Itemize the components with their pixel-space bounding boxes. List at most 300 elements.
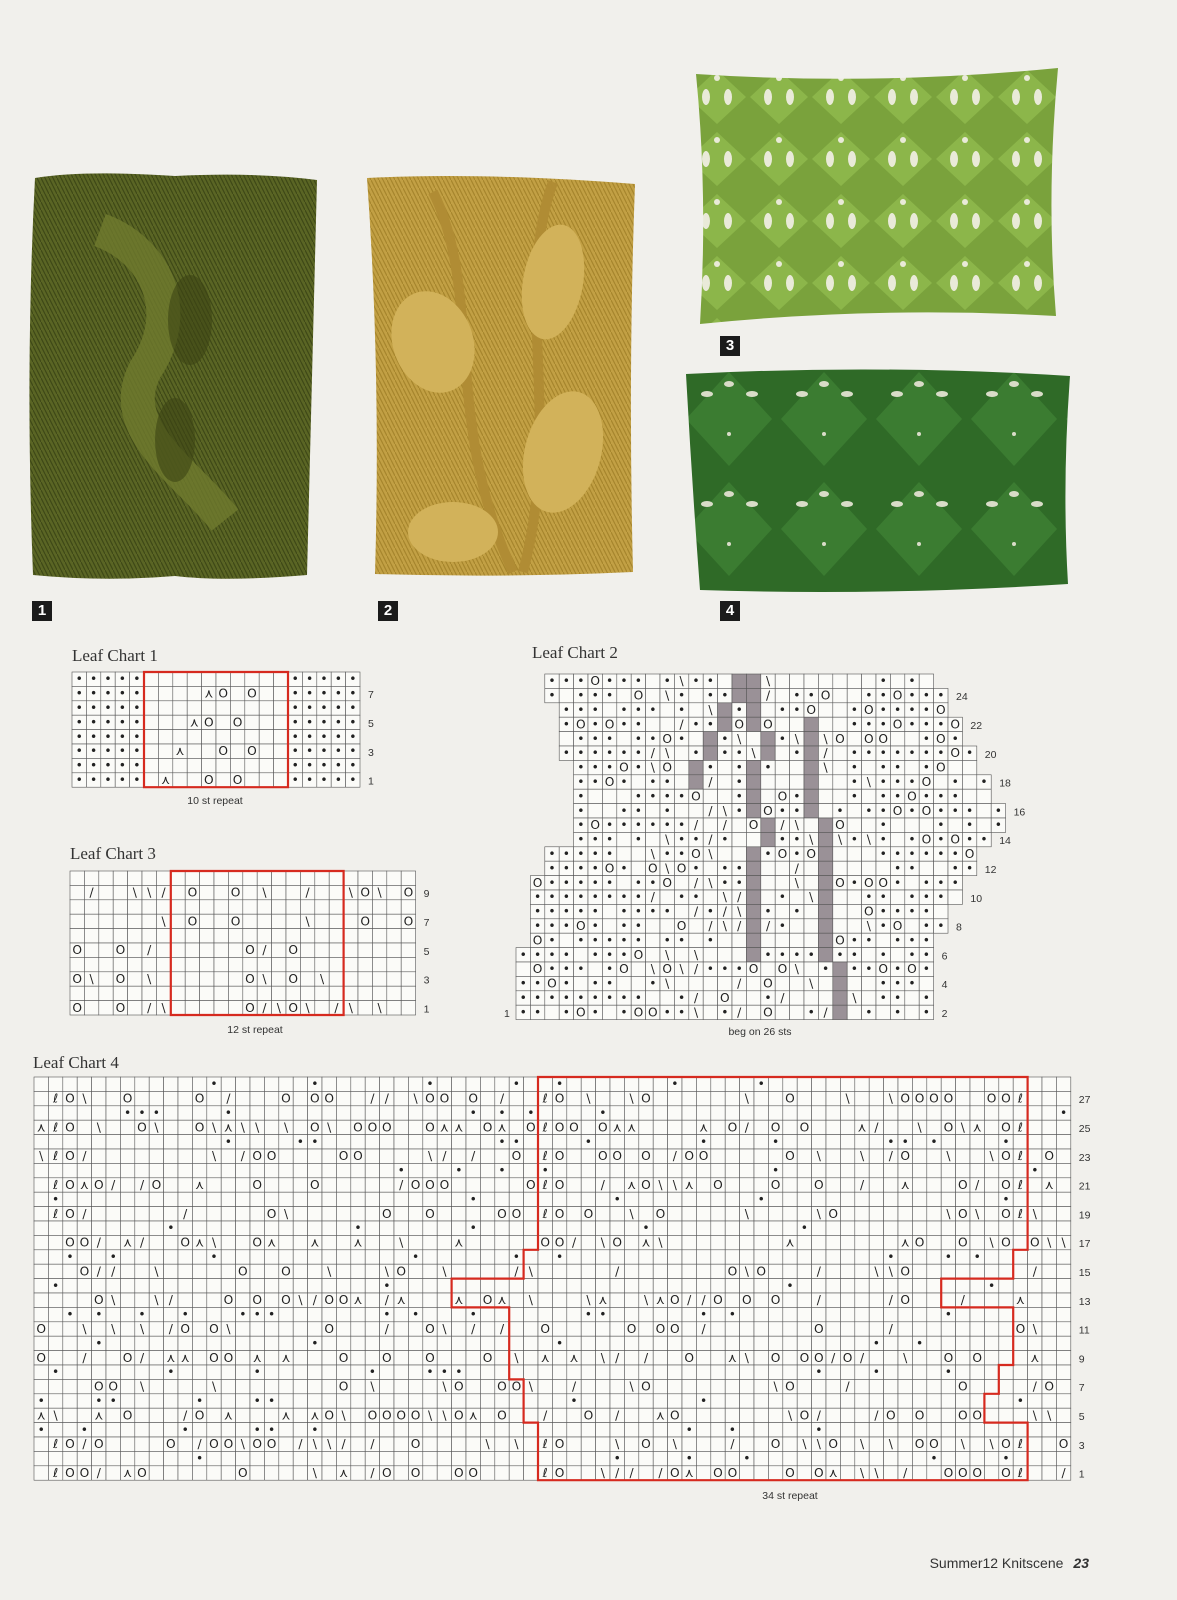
chart-cell [812, 1379, 826, 1393]
chart-cell [934, 861, 948, 875]
chart-symbol: O [1058, 1437, 1069, 1452]
chart-symbol: O [511, 1149, 522, 1164]
chart-cell [243, 900, 257, 914]
chart-cell [581, 1351, 595, 1365]
chart-symbol: • [677, 703, 686, 718]
chart-symbol: ⋏ [353, 1235, 363, 1250]
chart-cell [380, 1250, 394, 1264]
chart-cell [1042, 1322, 1056, 1336]
chart-cell [509, 1423, 523, 1437]
chart-cell [1056, 1293, 1070, 1307]
chart-cell [826, 1250, 840, 1264]
chart-cell [214, 914, 228, 928]
chart-cell [452, 1336, 466, 1350]
chart-cell [812, 1091, 826, 1105]
chart-cell [495, 1250, 509, 1264]
chart-symbol: • [562, 904, 571, 919]
chart-symbol: O [115, 972, 126, 987]
chart-symbol: • [519, 1005, 527, 1020]
chart-cell [192, 1365, 206, 1379]
chart-cell [466, 1264, 480, 1278]
chart-cell [775, 688, 789, 702]
chart-cell [351, 1106, 365, 1120]
chart-cell [804, 760, 818, 774]
chart-cell [250, 1408, 264, 1422]
chart-symbol: • [605, 688, 614, 703]
chart-symbol: \ [154, 1120, 159, 1135]
chart-cell [754, 1207, 768, 1221]
chart-cell [1013, 1451, 1027, 1465]
chart-cell [214, 900, 228, 914]
chart-symbol: \ [816, 1437, 821, 1452]
chart-cell [1028, 1192, 1042, 1206]
chart-cell [524, 1336, 538, 1350]
chart-cell [408, 1351, 422, 1365]
chart-symbol: • [937, 890, 945, 905]
chart-cell [912, 1149, 926, 1163]
chart-cell [221, 1178, 235, 1192]
chart-cell [783, 1135, 797, 1149]
chart-symbol: / [442, 1149, 447, 1164]
chart-cell [596, 1336, 610, 1350]
chart-symbol: • [922, 991, 931, 1006]
chart-cell [466, 1279, 480, 1293]
chart-cell [423, 1423, 437, 1437]
chart-cell [365, 1394, 379, 1408]
chart-cell [818, 861, 832, 875]
chart-cell [783, 1120, 797, 1134]
chart-cell [668, 1307, 682, 1321]
chart-cell [351, 1192, 365, 1206]
chart-cell [761, 732, 775, 746]
chart-cell [862, 818, 876, 832]
chart-cell [1056, 1322, 1070, 1336]
chart-cell [524, 1451, 538, 1465]
chart-cell [48, 1451, 62, 1465]
chart-cell [243, 871, 257, 885]
chart-cell [187, 730, 201, 744]
chart-cell [1013, 1250, 1027, 1264]
chart-cell [941, 1336, 955, 1350]
chart-symbol: / [737, 976, 742, 991]
chart-cell [956, 1163, 970, 1177]
chart-cell [610, 1163, 624, 1177]
chart-cell [833, 962, 847, 976]
chart-cell [286, 986, 300, 1000]
chart-cell [898, 1307, 912, 1321]
chart-cell [185, 871, 199, 885]
chart-cell [185, 1001, 199, 1015]
chart-cell [84, 929, 98, 943]
chart-cell [495, 1077, 509, 1091]
row-number: 2 [941, 1008, 948, 1021]
chart-cell [1028, 1120, 1042, 1134]
chart-cell [135, 1264, 149, 1278]
chart-symbol: \ [1047, 1408, 1052, 1423]
chart-cell [682, 1437, 696, 1451]
chart-cell [862, 991, 876, 1005]
chart-cell [113, 885, 127, 899]
chart-cell [329, 986, 343, 1000]
chart-cell [567, 1264, 581, 1278]
chart-symbol: • [75, 672, 83, 687]
chart-symbol: • [879, 760, 887, 775]
chart-cell [509, 1235, 523, 1249]
chart-cell [775, 904, 789, 918]
chart-cell [912, 1365, 926, 1379]
chart-cell [509, 1307, 523, 1321]
chart-cell [581, 1264, 595, 1278]
chart-cell [308, 1163, 322, 1177]
chart-cell [264, 1322, 278, 1336]
chart-cell [308, 1322, 322, 1336]
chart-cell [610, 1091, 624, 1105]
chart-cell [610, 1207, 624, 1221]
chart-cell [524, 1437, 538, 1451]
chart-cell [941, 1408, 955, 1422]
chart-cell [847, 818, 861, 832]
chart-symbol: • [562, 703, 571, 718]
chart-symbol: / [650, 746, 655, 761]
chart-cell [674, 904, 688, 918]
chart-cell [797, 1163, 811, 1177]
chart-cell [63, 1135, 77, 1149]
chart-cell [135, 1279, 149, 1293]
chart-cell [797, 1135, 811, 1149]
chart-cell [135, 1365, 149, 1379]
chart-cell [898, 1192, 912, 1206]
chart-symbol: / [341, 1437, 346, 1452]
chart-cell [818, 804, 832, 818]
chart-cell [840, 1120, 854, 1134]
chart-cell [178, 1365, 192, 1379]
chart-cell [862, 847, 876, 861]
chart-cell [322, 1106, 336, 1120]
chart-cell [890, 832, 904, 846]
chart-cell [639, 1163, 653, 1177]
chart-cell [365, 1149, 379, 1163]
chart-cell [63, 1423, 77, 1437]
chart-symbol: • [922, 919, 931, 934]
chart-symbol: • [253, 1394, 261, 1409]
chart-cell [48, 1077, 62, 1091]
chart-symbol: • [930, 1451, 938, 1466]
chart-cell [898, 1163, 912, 1177]
chart-cell [144, 773, 158, 787]
chart-cell [711, 1091, 725, 1105]
chart-symbol: \ [240, 1437, 245, 1452]
chart-cell [927, 1423, 941, 1437]
chart-cell [653, 1250, 667, 1264]
chart-cell [984, 1106, 998, 1120]
chart-cell [812, 1120, 826, 1134]
chart-cell [999, 1408, 1013, 1422]
chart-symbol: \ [837, 832, 843, 847]
chart-cell [63, 1336, 77, 1350]
chart-cell [245, 715, 259, 729]
chart-symbol: O [741, 1293, 752, 1308]
chart-cell [639, 1120, 653, 1134]
chart-cell [884, 1077, 898, 1091]
chart-cell [538, 1250, 552, 1264]
chart-cell [149, 1307, 163, 1321]
chart-cell [581, 1221, 595, 1235]
chart-cell [274, 686, 288, 700]
chart-cell [970, 1106, 984, 1120]
chart-cell [646, 948, 660, 962]
chart-cell [279, 1394, 293, 1408]
chart-cell [812, 1394, 826, 1408]
chart-symbol: • [577, 746, 585, 761]
row-number: 10 [970, 892, 983, 905]
chart-cell [833, 688, 847, 702]
swatch-3-photo [686, 66, 1066, 328]
chart-symbol: O [950, 746, 961, 761]
chart-cell [869, 1192, 883, 1206]
chart-cell [912, 1106, 926, 1120]
chart-cell [264, 1379, 278, 1393]
chart-cell [754, 1408, 768, 1422]
chart-symbol: • [620, 818, 628, 833]
chart-symbol: O [935, 731, 946, 746]
row-number: 5 [368, 718, 374, 731]
chart-cell [156, 871, 170, 885]
chart-symbol: / [859, 1178, 865, 1193]
chart-symbol: • [706, 962, 715, 977]
chart-symbol: ⋏ [699, 1120, 709, 1135]
chart-cell [855, 1293, 869, 1307]
chart-symbol: ℓ [1017, 1437, 1023, 1452]
chart-cell [372, 871, 386, 885]
chart-cell [768, 1091, 782, 1105]
chart-symbol: O [964, 847, 975, 862]
chart-symbol: • [305, 701, 314, 716]
chart-cell [336, 1192, 350, 1206]
chart-cell [826, 1120, 840, 1134]
chart-symbol: O [641, 1149, 651, 1164]
chart-symbol: • [577, 832, 585, 847]
chart-symbol: ⋏ [310, 1408, 320, 1423]
chart-symbol: • [879, 789, 887, 804]
chart-symbol: O [590, 674, 601, 689]
chart-cell [689, 933, 703, 947]
chart-symbol: • [721, 875, 729, 890]
chart-symbol: O [641, 1437, 651, 1452]
chart-symbol: • [397, 1163, 405, 1178]
chart-symbol: • [677, 1005, 686, 1020]
chart-symbol: • [334, 758, 343, 773]
chart-cell [898, 1077, 912, 1091]
chart-cell [423, 1264, 437, 1278]
chart-cell [1042, 1250, 1056, 1264]
chart-cell [380, 1379, 394, 1393]
chart-cell [927, 1351, 941, 1365]
chart-cell [999, 1365, 1013, 1379]
chart-cell [113, 900, 127, 914]
chart-symbol: • [778, 890, 787, 905]
chart-symbol: ⋏ [972, 1120, 982, 1135]
chart-cell [884, 1394, 898, 1408]
chart-symbol: O [367, 1408, 378, 1423]
chart-symbol: O [554, 1206, 565, 1221]
row-number: 1 [1078, 1468, 1085, 1481]
row-number: 23 [1078, 1151, 1091, 1164]
chart-cell [581, 1120, 595, 1134]
chart-symbol: • [706, 674, 715, 689]
chart-symbol: O [972, 1466, 983, 1481]
chart-symbol: O [921, 775, 932, 790]
chart-cell [480, 1336, 494, 1350]
chart-cell [941, 1264, 955, 1278]
chart-cell [34, 1466, 48, 1480]
chart-cell [653, 1091, 667, 1105]
chart-cell [602, 789, 616, 803]
chart-symbol: / [370, 1091, 375, 1106]
chart-cell [970, 1336, 984, 1350]
chart-cell [596, 1451, 610, 1465]
chart-symbol: • [865, 717, 873, 732]
chart-cell [761, 861, 775, 875]
chart-cell [228, 929, 242, 943]
chart-symbol: ⋏ [655, 1408, 665, 1423]
chart-symbol: O [93, 1178, 104, 1193]
chart-symbol: • [893, 789, 902, 804]
chart-cell [135, 1163, 149, 1177]
chart-cell [941, 1394, 955, 1408]
chart-cell [927, 1322, 941, 1336]
chart-cell [106, 1336, 120, 1350]
chart-symbol: • [89, 729, 98, 744]
chart-symbol: O [612, 1235, 623, 1250]
chart-symbol: • [591, 976, 599, 991]
chart-symbol: \ [744, 1091, 749, 1106]
chart-cell [322, 1379, 336, 1393]
chart-symbol: • [692, 717, 700, 732]
chart-cell [646, 919, 660, 933]
chart-cell [711, 1379, 725, 1393]
chart-cell [228, 1001, 242, 1015]
chart-symbol: • [267, 1307, 276, 1322]
chart-cell [70, 885, 84, 899]
chart-symbol: • [706, 933, 715, 948]
chart-symbol: • [51, 1192, 60, 1207]
chart-cell [790, 674, 804, 688]
chart-cell [308, 1451, 322, 1465]
chart-cell [1028, 1451, 1042, 1465]
chart-symbol: • [133, 672, 141, 687]
chart-symbol: O [338, 1350, 349, 1365]
chart-symbol: • [836, 803, 844, 818]
chart-symbol: • [735, 861, 743, 876]
chart-cell [617, 847, 631, 861]
chart-symbol: • [305, 686, 314, 701]
chart-symbol: / [780, 991, 785, 1006]
chart-cell [833, 1005, 847, 1019]
chart-cell [1042, 1120, 1056, 1134]
chart-cell [696, 1451, 710, 1465]
chart-cell [984, 1408, 998, 1422]
chart-cell [746, 804, 760, 818]
chart-cell [99, 972, 113, 986]
chart-cell [336, 1135, 350, 1149]
chart-symbol: \ [327, 1437, 332, 1452]
chart-cell [452, 1091, 466, 1105]
chart-symbol: \ [139, 1322, 145, 1337]
chart-cell [243, 885, 257, 899]
chart-cell [746, 847, 760, 861]
chart-symbol: • [541, 1163, 549, 1178]
chart-symbol: • [80, 1422, 89, 1437]
chart-symbol: O [950, 832, 961, 847]
chart-cell [480, 1163, 494, 1177]
chart-cell [1013, 1408, 1027, 1422]
chart-symbol: O [957, 1379, 968, 1394]
chart-symbol: • [562, 717, 571, 732]
chart-symbol: • [951, 847, 959, 862]
chart-cell [862, 976, 876, 990]
row-number: 7 [368, 689, 374, 702]
chart-symbol: \ [989, 1437, 994, 1452]
chart-cell [63, 1322, 77, 1336]
chart-cell [34, 1106, 48, 1120]
chart-cell [970, 1365, 984, 1379]
chart-symbol: • [133, 715, 141, 730]
chart-cell [602, 804, 616, 818]
chart-cell [956, 1307, 970, 1321]
chart-symbol: ⋏ [857, 1120, 867, 1135]
chart-cell [956, 1336, 970, 1350]
chart-symbol: • [210, 1077, 218, 1092]
chart-cell [216, 773, 230, 787]
chart-cell [394, 1207, 408, 1221]
chart-symbol: / [845, 1379, 850, 1394]
chart-cell [833, 991, 847, 1005]
chart-cell [703, 818, 717, 832]
chart-symbol: • [620, 775, 628, 790]
chart-symbol: \ [866, 775, 871, 790]
chart-cell [401, 972, 415, 986]
chart-cell [308, 1365, 322, 1379]
chart-cell [725, 1221, 739, 1235]
chart-cell [840, 1106, 854, 1120]
chart-cell [919, 976, 933, 990]
chart-cell [588, 804, 602, 818]
first-row-number: 1 [504, 1008, 510, 1021]
row-number: 22 [970, 720, 983, 733]
chart-cell [1042, 1106, 1056, 1120]
chart-cell [826, 1408, 840, 1422]
chart-symbol: • [181, 1422, 189, 1437]
chart-symbol: • [527, 1106, 535, 1121]
chart-cell [509, 1336, 523, 1350]
chart-symbol: O [604, 775, 615, 790]
chart-cell [855, 1207, 869, 1221]
chart-cell [775, 976, 789, 990]
chart-cell [610, 1423, 624, 1437]
chart-cell [380, 1336, 394, 1350]
chart-symbol: • [498, 1106, 506, 1121]
chart-cell [754, 1307, 768, 1321]
chart-symbol: • [764, 991, 772, 1006]
chart-cell [144, 730, 158, 744]
chart-cell [120, 1336, 134, 1350]
chart-cell [365, 1135, 379, 1149]
chart-cell [912, 1221, 926, 1235]
chart-cell [725, 1293, 739, 1307]
chart-cell [322, 1365, 336, 1379]
chart-symbol: \ [874, 1264, 879, 1279]
chart-cell [200, 929, 214, 943]
